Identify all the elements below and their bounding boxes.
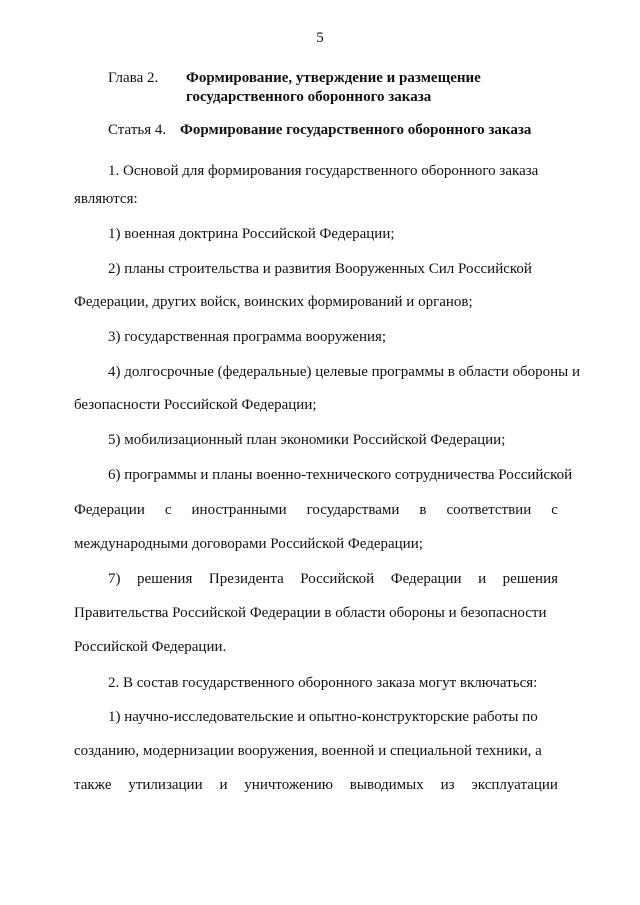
word: из: [440, 777, 455, 793]
text-line: безопасности Российской Федерации;: [74, 397, 317, 413]
word: утилизации: [128, 777, 203, 793]
text-line: Российской Федерации.: [74, 639, 227, 655]
article-label: Статья 4.: [108, 122, 167, 138]
text-line: 2) планы строительства и развития Вооруженных Сил Российской: [108, 261, 532, 277]
article-heading: [108, 122, 531, 139]
word: Федерации: [390, 571, 462, 587]
word: и: [219, 777, 228, 793]
page-number: 5: [316, 30, 324, 46]
text-line-justified: [74, 502, 558, 519]
text-line: 6) программы и планы военно-технического сотрудничества Российской: [108, 467, 573, 483]
word: Президента: [208, 571, 284, 587]
word: решения: [502, 571, 558, 587]
word: выводимых: [349, 777, 424, 793]
word: с: [551, 502, 558, 518]
word: решения: [137, 571, 193, 587]
text-line: Федерации, других войск, воинских формирований и органов;: [74, 294, 473, 310]
text-line: 5) мобилизационный план экономики Российской Федерации;: [108, 432, 506, 448]
word: иностранными: [191, 502, 287, 518]
text-line: международными договорами Российской Федерации;: [74, 536, 423, 552]
word: и: [478, 571, 487, 587]
text-line: являются:: [74, 191, 138, 207]
word: также: [74, 777, 112, 793]
text-line-justified: [108, 571, 558, 588]
article-title: Формирование государственного оборонного заказа: [180, 122, 532, 138]
text-line: 1. Основой для формирования государственного оборонного заказа: [108, 163, 539, 179]
chapter-heading: [108, 69, 496, 107]
word: в: [419, 502, 427, 518]
word: уничтожению: [244, 777, 333, 793]
text-line: 1) научно-исследовательские и опытно-конструкторские работы по: [108, 709, 538, 725]
chapter-title: Формирование, утверждение и размещение государственного оборонного заказа: [186, 70, 481, 105]
text-line: 4) долгосрочные (федеральные) целевые программы в области обороны и: [108, 364, 581, 380]
text-line: Правительства Российской Федерации в области обороны и безопасности: [74, 605, 547, 621]
text-line: 3) государственная программа вооружения;: [108, 329, 387, 345]
word: Российской: [300, 571, 375, 587]
chapter-label: Глава 2.: [108, 70, 159, 86]
word: с: [164, 502, 172, 518]
word: соответствии: [446, 502, 532, 518]
text-line: 1) военная доктрина Российской Федерации;: [108, 226, 395, 242]
word: государствами: [306, 502, 400, 518]
word: 7): [108, 571, 121, 587]
word: Федерации: [74, 502, 145, 518]
word: эксплуатации: [471, 777, 558, 793]
text-line: 2. В состав государственного оборонного заказа могут включаться:: [108, 675, 538, 691]
text-line-justified: [74, 777, 558, 794]
text-line: созданию, модернизации вооружения, военной и специальной техники, а: [74, 743, 542, 759]
